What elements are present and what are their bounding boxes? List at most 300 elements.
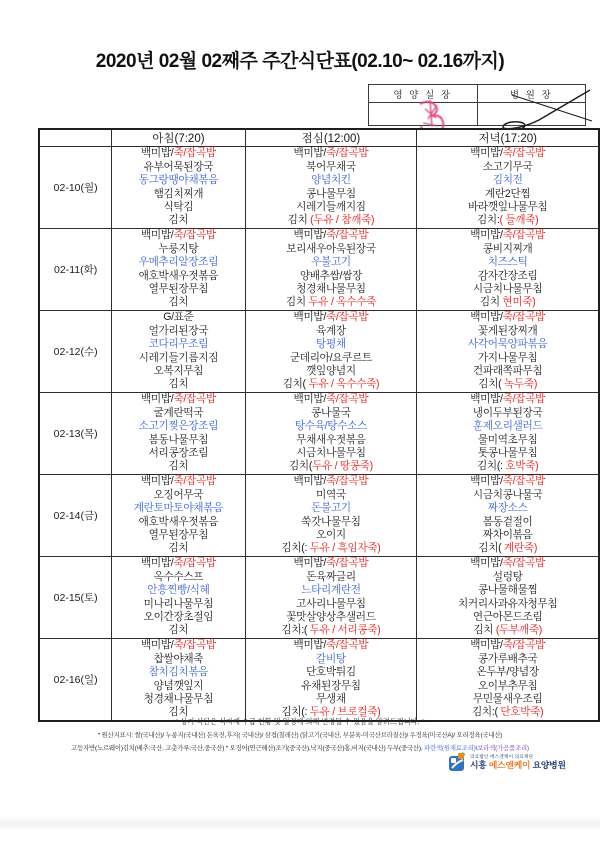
menu-item	[112, 542, 244, 555]
text-segment: 두유 / 옥수수죽)	[305, 378, 380, 391]
menu-item	[417, 270, 598, 283]
approval-label-director: 병 원 장	[509, 89, 553, 101]
text-segment: 애호박새우젓볶음	[138, 515, 219, 528]
meal-cell-breakfast	[112, 229, 245, 311]
menu-item	[246, 529, 417, 542]
text-segment: 냉이두부된장국	[472, 406, 543, 419]
text-segment: 건파래쪽파무침	[472, 364, 543, 377]
text-segment: 바라깻잎나물무침	[467, 200, 548, 213]
menu-item	[246, 624, 417, 637]
menu-item	[246, 434, 417, 447]
text-segment: 짜장소스	[487, 502, 528, 515]
director-sign-cell	[478, 103, 586, 125]
menu-item	[112, 407, 244, 420]
menu-item	[417, 611, 598, 624]
menu-item	[246, 243, 417, 256]
menu-item	[417, 256, 598, 269]
meal-cell-lunch	[245, 475, 417, 557]
date-cell: 02-12(수)	[39, 311, 112, 393]
menu-item	[112, 584, 244, 597]
text-segment: 백미밥/	[293, 311, 326, 324]
menu-item	[417, 434, 598, 447]
time-header-row	[39, 129, 599, 147]
meal-cell-dinner	[417, 311, 599, 393]
text-segment: 김치(	[282, 378, 306, 391]
meal-cell-dinner	[417, 393, 599, 475]
text-segment: 죽/잡곡밥	[325, 147, 369, 160]
text-segment: 사각어묵양파볶음	[467, 338, 548, 351]
menu-item	[246, 447, 417, 460]
menu-item	[417, 352, 598, 365]
date-cell: 02-14(금)	[39, 475, 112, 557]
menu-item	[417, 529, 598, 542]
menu-item	[417, 311, 598, 324]
table-row	[39, 229, 599, 311]
date-cell: 02-10(월)	[39, 147, 112, 229]
text-segment: 콩나물국	[311, 406, 351, 419]
menu-item	[417, 598, 598, 611]
menu-item	[246, 256, 417, 269]
text-segment: 녹두죽)	[501, 378, 538, 391]
text-segment: 오이부추무침	[477, 679, 538, 692]
menu-item	[246, 502, 417, 515]
menu-item	[112, 325, 244, 338]
menu-item	[246, 516, 417, 529]
text-segment: 에스앤케이	[488, 759, 531, 770]
text-segment: 죽/잡곡밥	[325, 311, 369, 324]
text-segment: 김치전	[492, 174, 523, 187]
nutritionist-sign-cell	[369, 103, 478, 125]
menu-item	[112, 529, 244, 542]
menu-item	[112, 270, 244, 283]
text-segment: 김치(	[478, 542, 502, 555]
menu-item	[112, 516, 244, 529]
text-segment: (두유 / 참깨죽)	[310, 214, 375, 227]
text-segment: 봄동겉절이	[482, 515, 533, 528]
text-segment: 죽/잡곡밥	[173, 557, 216, 570]
menu-item	[417, 571, 598, 584]
text-segment: 김치	[479, 296, 503, 309]
menu-item	[417, 542, 598, 555]
text-segment: 죽/잡곡밥	[325, 475, 369, 488]
menu-item	[112, 147, 244, 160]
menu-item	[246, 352, 417, 365]
menu-item	[417, 174, 598, 187]
menu-item	[246, 420, 417, 433]
menu-item	[417, 460, 598, 473]
text-segment: 무채새우젓볶음	[296, 433, 366, 446]
text-segment: 김치	[168, 542, 189, 555]
text-segment: 감자간장조림	[477, 269, 538, 282]
text-segment: 죽/잡곡밥	[502, 475, 546, 488]
menu-item	[112, 639, 244, 652]
menu-item	[417, 325, 598, 338]
meal-cell-dinner	[417, 557, 599, 639]
text-segment: 김치	[168, 378, 189, 391]
text-segment: 계란죽)	[501, 542, 538, 555]
text-segment: 콩나물무침	[306, 187, 356, 200]
text-segment: 안흥찐빵/식혜	[147, 584, 210, 597]
menu-item	[246, 325, 417, 338]
text-segment: 햄김치찌개	[153, 187, 204, 200]
text-segment: 군데리아/요쿠르트	[289, 351, 372, 364]
menu-item	[246, 365, 417, 378]
text-segment: 계란2단찜	[485, 187, 531, 200]
meal-cell-lunch	[245, 557, 417, 639]
menu-item	[417, 447, 598, 460]
menu-item	[246, 666, 417, 679]
text-segment: 미나리나물무침	[143, 597, 214, 610]
menu-item	[246, 584, 417, 597]
menu-item	[112, 352, 244, 365]
text-segment: 백미밥/	[293, 229, 326, 242]
text-segment: 보라색(가공품조리)	[477, 745, 529, 752]
text-segment: 우불고기	[311, 256, 351, 269]
menu-item	[112, 557, 244, 570]
text-segment: 오복지무침	[153, 364, 204, 377]
meal-cell-lunch	[245, 639, 417, 722]
text-segment: 콩가루배추국	[477, 652, 538, 665]
date-cell: 02-13(목)	[39, 393, 112, 475]
text-segment: 짜차이볶음	[482, 528, 533, 541]
meal-cell-breakfast	[112, 393, 245, 475]
menu-item	[112, 229, 244, 242]
text-segment: 죽/잡곡밥	[173, 147, 216, 160]
text-segment: 갈비탕	[316, 652, 346, 665]
text-segment: 김치	[285, 296, 309, 309]
text-segment: 무민물새우조림	[472, 692, 543, 705]
text-segment: 백미밥/	[140, 639, 174, 652]
menu-item	[417, 378, 598, 391]
text-segment: 죽/잡곡밥	[325, 229, 369, 242]
menu-item	[417, 243, 598, 256]
text-segment: 백미밥/	[293, 393, 326, 406]
menu-item	[246, 639, 417, 652]
text-segment: 죽/잡곡밥	[502, 311, 546, 324]
menu-item	[112, 693, 244, 706]
text-segment: 꽃게된장찌개	[477, 324, 538, 337]
text-segment: 백미밥/	[140, 229, 174, 242]
menu-item	[112, 161, 244, 174]
menu-item	[112, 598, 244, 611]
text-segment: 연근아몬드조림	[472, 610, 543, 623]
text-segment: 백미밥/	[140, 557, 174, 570]
text-segment: 돈육짜글리	[306, 570, 356, 583]
text-segment: 두유 / 땅콩죽)	[312, 460, 373, 473]
text-segment: 죽/잡곡밥	[502, 557, 546, 570]
text-segment: 김치(	[288, 460, 313, 473]
text-segment: 오이지	[316, 528, 346, 541]
menu-item	[246, 378, 417, 391]
text-segment: (두부깨죽)	[495, 624, 543, 637]
menu-item	[112, 653, 244, 666]
text-segment: 백미밥/	[470, 393, 503, 406]
text-segment: 백미밥/	[293, 147, 326, 160]
text-segment: 단호박튀김	[306, 666, 356, 679]
menu-item	[246, 229, 417, 242]
menu-item	[112, 378, 244, 391]
text-segment: 백미밥/	[140, 147, 174, 160]
meal-cell-breakfast	[112, 311, 245, 393]
date-cell: 02-15(토)	[39, 557, 112, 639]
menu-item	[246, 338, 417, 351]
menu-item	[417, 188, 598, 201]
origin-info-line-2	[0, 743, 600, 752]
text-segment: 백미밥/	[140, 393, 174, 406]
text-segment: 김치	[287, 214, 311, 227]
menu-item	[246, 393, 417, 406]
menu-item	[417, 489, 598, 502]
menu-item	[112, 311, 244, 324]
meal-cell-dinner	[417, 639, 599, 722]
menu-item	[112, 680, 244, 693]
text-segment: 식탁김	[163, 200, 194, 213]
text-segment: 김치(:	[281, 706, 308, 719]
text-segment: 동그랑땡야채볶음	[138, 174, 219, 187]
header-lunch: 점심(12:00)	[245, 129, 417, 147]
text-segment: 우메추리알장조림	[138, 256, 219, 269]
menu-item	[112, 201, 244, 214]
text-segment: ( 들깨죽)	[499, 214, 539, 227]
text-segment: 죽/잡곡밥	[325, 639, 369, 652]
text-segment: 시금치콩나물국	[472, 488, 543, 501]
text-segment: 백미밥/	[470, 229, 503, 242]
text-segment: 유부어묵된장국	[143, 160, 214, 173]
text-segment: 콩비지찌개	[482, 242, 533, 255]
menu-item	[246, 407, 417, 420]
origin-info-line-1: * 원산지표시: 쌀(국내산)/ 누룽지(국내산) 돈육전,후지( 국내산)/ 삼겹(칠레산) (닭고기(국내산, 부분육-미국산브라질산)/ 우정육(미국산A)/ 오리정육(국내산)	[97, 732, 503, 739]
text-segment: 죽/잡곡밥	[173, 475, 216, 488]
menu-item	[417, 653, 598, 666]
weekly-menu-table-wrap	[38, 128, 600, 722]
menu-item	[417, 201, 598, 214]
text-segment: 시레기들기름지짐	[138, 351, 219, 364]
menu-item	[246, 693, 417, 706]
menu-item	[112, 611, 244, 624]
hospital-name	[470, 760, 566, 770]
text-segment: 두유 / 서리콩죽)	[307, 624, 381, 637]
meal-cell-breakfast	[112, 639, 245, 722]
text-segment: 물미역초무침	[477, 433, 538, 446]
change-notice-text: * 상기 식단은 식자재 수급 현황 및 일정에 의해 변경될 수 있음을 알려드립니다. *	[175, 717, 425, 726]
menu-item	[112, 420, 244, 433]
text-segment: 쑥갓나물무침	[301, 515, 361, 528]
text-segment: 김치	[168, 624, 189, 637]
text-segment: 죽/잡곡밥	[325, 557, 369, 570]
hospital-foundation-line: 의료법인 에스앤케이 의료재단	[470, 754, 534, 760]
hospital-logo-text	[470, 754, 566, 769]
menu-item	[246, 296, 417, 309]
text-segment: 탕평채	[316, 338, 346, 351]
menu-item	[246, 161, 417, 174]
menu-item	[417, 338, 598, 351]
header-breakfast: 아침(7:20)	[112, 129, 245, 147]
menu-item	[246, 571, 417, 584]
text-segment: 백미밥/	[293, 475, 326, 488]
menu-item	[112, 365, 244, 378]
menu-item	[246, 214, 417, 227]
text-segment: 백미밥/	[293, 557, 326, 570]
text-segment: 시레기들깨지짐	[296, 200, 366, 213]
approval-signature-row	[369, 103, 585, 125]
text-segment: 현미죽)	[502, 296, 536, 309]
text-segment: 김치	[168, 706, 189, 719]
menu-item	[246, 475, 417, 488]
menu-item	[112, 502, 244, 515]
text-segment: 돈불고기	[311, 502, 351, 515]
text-segment: 누룽지탕	[158, 242, 199, 255]
meal-cell-breakfast	[112, 147, 245, 229]
text-segment: G/표준	[163, 311, 194, 324]
text-segment: 소고기찢은장조림	[138, 420, 219, 433]
table-row	[39, 557, 599, 639]
menu-item	[112, 571, 244, 584]
text-segment: 백미밥/	[470, 557, 503, 570]
menu-item	[417, 639, 598, 652]
text-segment: 호박죽)	[502, 460, 539, 473]
text-segment: 보리새우아욱된장국	[286, 242, 376, 255]
menu-item	[112, 666, 244, 679]
text-segment: 온두부/양념장	[476, 666, 539, 679]
text-segment: 청경채나물무침	[143, 692, 214, 705]
text-segment: 북어무채국	[306, 160, 356, 173]
text-segment: 육계장	[316, 324, 346, 337]
approval-header-row	[369, 85, 585, 103]
text-segment: 느타리계란전	[301, 584, 361, 597]
menu-item	[417, 516, 598, 529]
text-segment: 얼가리된장국	[148, 324, 209, 337]
text-segment: 계란토마토야채볶음	[133, 502, 224, 515]
menu-item	[112, 447, 244, 460]
menu-item	[417, 161, 598, 174]
menu-item	[417, 393, 598, 406]
text-segment: 양배추쌈/쌈장	[299, 269, 363, 282]
menu-item	[246, 174, 417, 187]
menu-item	[417, 502, 598, 515]
menu-item	[112, 489, 244, 502]
text-segment: 깻잎양념지	[306, 364, 356, 377]
text-segment: 양념치킨	[311, 174, 351, 187]
menu-item	[112, 460, 244, 473]
text-segment: 시금치나물무침	[472, 282, 543, 295]
menu-item	[246, 680, 417, 693]
text-segment: 오이간장초절임	[143, 610, 214, 623]
meal-cell-lunch	[245, 147, 417, 229]
text-segment: 죽/잡곡밥	[325, 393, 369, 406]
text-segment: 백미밥/	[470, 147, 503, 160]
menu-item	[246, 311, 417, 324]
text-segment: 훈제오리샐러드	[472, 420, 543, 433]
text-segment: 양념깻잎지	[153, 679, 204, 692]
scan-artifact-band	[0, 816, 600, 831]
text-segment: 봄동나물무침	[148, 433, 209, 446]
meal-cell-breakfast	[112, 557, 245, 639]
weekly-menu-table	[38, 128, 600, 722]
date-cell: 02-16(일)	[39, 639, 112, 722]
menu-item	[417, 283, 598, 296]
menu-item	[246, 460, 417, 473]
text-segment: 코다리무조림	[148, 338, 209, 351]
text-segment: 열무된장무침	[148, 282, 209, 295]
table-row	[39, 147, 599, 229]
text-segment: 무생채	[316, 692, 346, 705]
menu-item	[417, 365, 598, 378]
text-segment: 청경채나물무침	[296, 282, 366, 295]
text-segment: 가지나물무침	[477, 351, 538, 364]
text-segment: 김치	[473, 624, 496, 637]
text-segment: 죽/잡곡밥	[173, 639, 216, 652]
meal-cell-dinner	[417, 147, 599, 229]
menu-item	[246, 542, 417, 555]
meal-cell-dinner	[417, 229, 599, 311]
menu-item	[112, 283, 244, 296]
menu-item	[112, 243, 244, 256]
menu-item	[417, 229, 598, 242]
menu-item	[112, 174, 244, 187]
table-row	[39, 475, 599, 557]
text-segment: 톳콩나물무침	[477, 446, 538, 459]
text-segment: 김치	[168, 296, 189, 309]
text-segment: 두유 / 흑임자죽)	[307, 542, 381, 555]
meal-cell-lunch	[245, 311, 417, 393]
date-cell: 02-11(화)	[39, 229, 112, 311]
meal-cell-lunch	[245, 229, 417, 311]
menu-item	[246, 598, 417, 611]
menu-item	[417, 693, 598, 706]
text-segment: 죽/잡곡밥	[173, 393, 216, 406]
text-segment: 서리콩장조림	[148, 446, 209, 459]
text-segment: 고사리나물무침	[296, 597, 366, 610]
menu-item	[417, 624, 598, 637]
text-segment: 파란색(원재료조리)	[423, 745, 476, 752]
text-segment: 두유 / 브로컬죽)	[307, 706, 381, 719]
menu-item	[246, 270, 417, 283]
hospital-logo-icon	[448, 752, 466, 772]
text-segment: 죽/잡곡밥	[173, 229, 216, 242]
text-segment: 콩나물해물찜	[477, 584, 538, 597]
menu-item	[246, 188, 417, 201]
menu-item	[112, 624, 244, 637]
text-segment: 고등자반(노르웨이)김치(배추:국산. 고춧가루:국산,중국산) * 오징어(연근해산)조기(중국산),낙지(중국산)홍,비지(국내산) 두부(중국산),	[71, 745, 424, 752]
text-segment: 김치	[168, 460, 189, 473]
text-segment: 죽/잡곡밥	[502, 639, 546, 652]
menu-item	[112, 475, 244, 488]
menu-item	[246, 611, 417, 624]
text-segment: 김치(	[478, 378, 502, 391]
header-dinner: 저녁(17:20)	[417, 129, 599, 147]
text-segment: 요양병원	[530, 759, 566, 770]
text-segment: 애호박새우젓볶음	[138, 269, 219, 282]
text-segment: 탕수육/탕수소스	[294, 420, 368, 433]
corner-cell	[39, 129, 112, 147]
text-segment: 꽃맛살양상추샐러드	[286, 610, 376, 623]
text-segment: 참치김치볶음	[148, 666, 209, 679]
text-segment: 김치(:	[281, 542, 308, 555]
text-segment: 김치:(	[471, 706, 498, 719]
approval-label-nutritionist: 영 양 실 장	[369, 85, 478, 102]
menu-item	[246, 557, 417, 570]
text-segment: 시흥	[470, 759, 489, 770]
menu-item	[246, 201, 417, 214]
text-segment: 유채된장무침	[301, 679, 361, 692]
table-row	[39, 639, 599, 722]
menu-item	[246, 147, 417, 160]
text-segment: 김치(:	[476, 460, 503, 473]
text-segment: 백미밥/	[470, 475, 503, 488]
menu-item	[112, 393, 244, 406]
table-row	[39, 393, 599, 475]
hospital-logo	[448, 752, 566, 772]
